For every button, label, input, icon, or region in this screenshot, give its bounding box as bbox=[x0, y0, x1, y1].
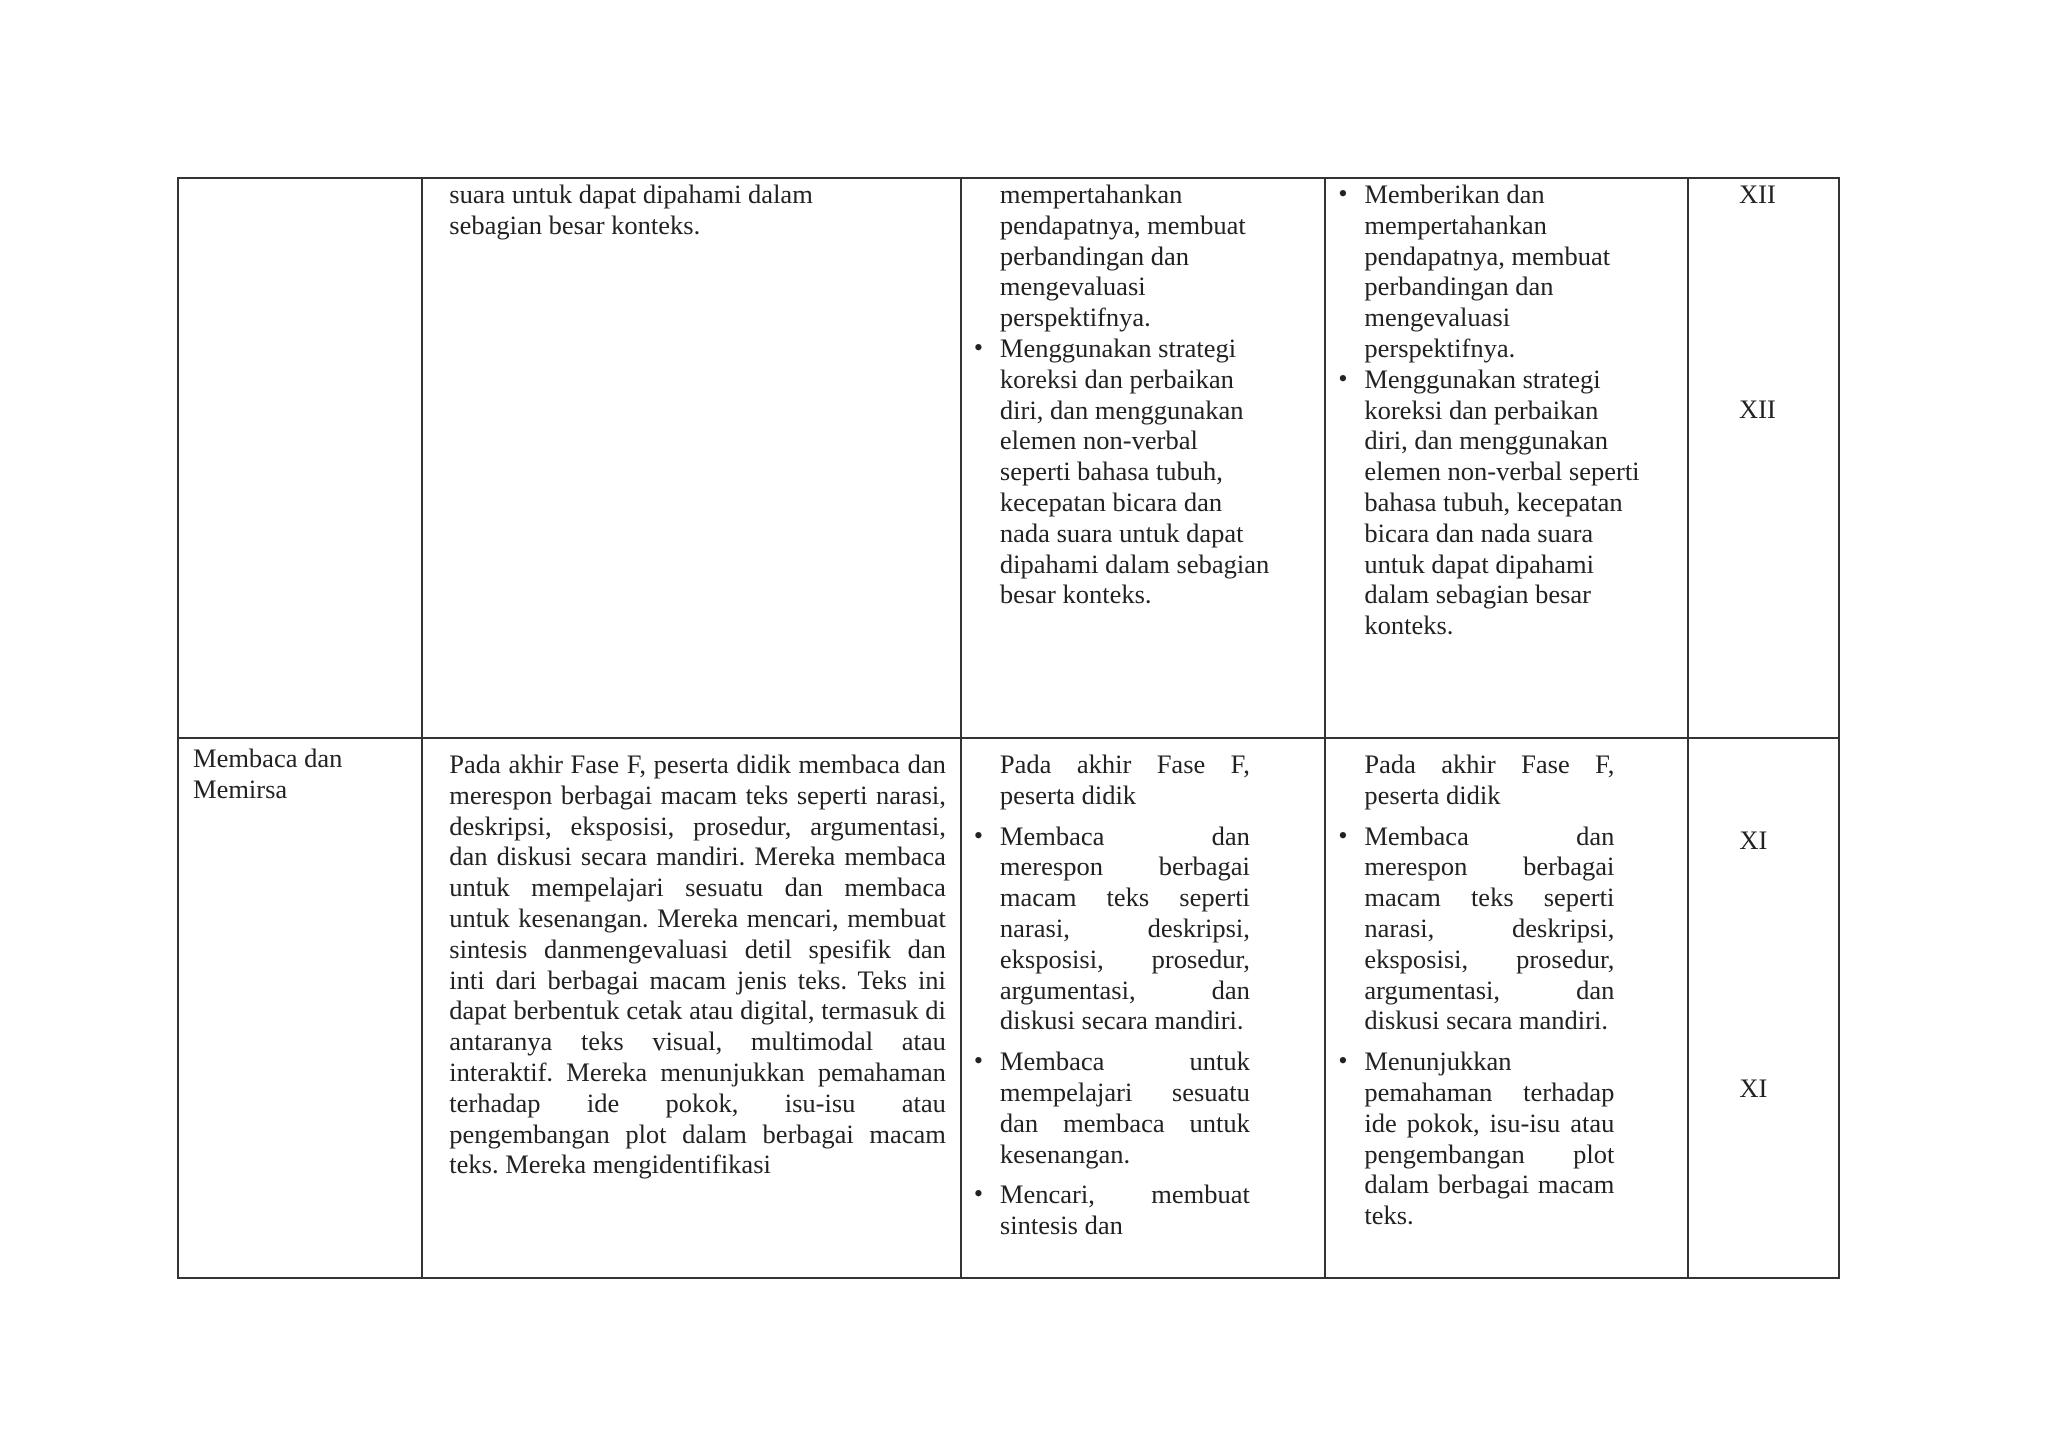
list-item: • Membaca dan merespon berbagai macam teks seperti narasi, deskripsi, eksposisi, prosedur, argumentasi, dan diskusi secara mandiri. bbox=[1336, 821, 1614, 1037]
capaian-text: Pada akhir Fase F, peserta didik membaca dan merespon berbagai macam teks seperti narasi, deskripsi, eksposisi, prosedur, argumentasi, dan diskusi secara mandiri. Mereka membaca untuk mempelajari sesuatu dan membaca untuk kesenangan. Mereka mencari, membuat sintesis danmengevaluasi detil spesifik dan inti dari berbagai macam jenis teks. Teks ini dapat berbentuk cetak atau digital, termasuk di antaranya teks visual, multimodal atau interaktif. Mereka menunjukkan pemahaman terhadap ide pokok, isu-isu atau pengembangan plot dalam berbagai macam teks. Mereka mengidentifikasi bbox=[449, 749, 946, 1180]
tujuan-xii-cell bbox=[1325, 738, 1687, 1278]
list-item: • Mencari, membuat sintesis dan bbox=[972, 1179, 1250, 1241]
tujuan-intro: Pada akhir Fase F, peserta didik bbox=[1364, 749, 1615, 810]
element-cell bbox=[178, 738, 422, 1278]
tujuan-xii-cell bbox=[1325, 178, 1687, 738]
list-item: • Menggunakan strategi koreksi dan perbaikan diri, dan menggunakan elemen non-verbal seperti bahasa tubuh, kecepatan bicara dan nada suara untuk dapat dipahami dalam sebagian besar konteks. bbox=[1336, 364, 1640, 641]
list-item: • Membaca dan merespon berbagai macam teks seperti narasi, deskripsi, eksposisi, prosedur, argumentasi, dan diskusi secara mandiri. bbox=[972, 821, 1250, 1037]
list-item: • Menggunakan strategi koreksi dan perbaikan diri, dan menggunakan elemen non-verbal seperti bahasa tubuh, kecepatan bicara dan nada suara untuk dapat dipahami dalam sebagian besar konteks. bbox=[972, 333, 1272, 610]
grade-label: XI bbox=[1739, 825, 1768, 855]
element-label bbox=[179, 179, 421, 181]
list-item: • Menunjukkan pemahaman terhadap ide pokok, isu-isu atau pengembangan plot dalam berbagai macam teks. bbox=[1336, 1046, 1614, 1231]
tujuan-continuation: mempertahankan pendapatnya, membuat perbandingan dan mengevaluasi perspektifnya. bbox=[999, 179, 1246, 333]
tujuan-list bbox=[962, 333, 1272, 610]
tujuan-list bbox=[1326, 179, 1640, 641]
list-item: • Memberikan dan mempertahankan pendapatnya, membuat perbandingan dan mengevaluasi perspektifnya. bbox=[1336, 179, 1640, 364]
grade-label: XII bbox=[1738, 179, 1776, 209]
grade-cell bbox=[1688, 178, 1839, 738]
list-item: • Membaca untuk mempelajari sesuatu dan membaca untuk kesenangan. bbox=[972, 1046, 1250, 1169]
tujuan-xi-cell bbox=[961, 178, 1325, 738]
curriculum-table bbox=[177, 177, 1840, 1279]
element-cell bbox=[178, 178, 422, 738]
tujuan-xi-cell bbox=[961, 738, 1325, 1278]
tujuan-list bbox=[962, 821, 1250, 1241]
tujuan-list bbox=[1326, 821, 1614, 1231]
tujuan-intro: Pada akhir Fase F, peserta didik bbox=[999, 749, 1250, 810]
grade-cell bbox=[1688, 738, 1839, 1278]
capaian-cell bbox=[422, 178, 961, 738]
grade-label: XI bbox=[1739, 1072, 1768, 1103]
grade-label: XII bbox=[1738, 393, 1776, 424]
element-label: Membaca dan Memirsa bbox=[193, 743, 343, 804]
capaian-cell bbox=[422, 738, 961, 1278]
table-row bbox=[178, 738, 1839, 1278]
table-row bbox=[178, 178, 1839, 738]
capaian-text: suara untuk dapat dipahami dalam sebagian besar konteks. bbox=[449, 179, 813, 240]
